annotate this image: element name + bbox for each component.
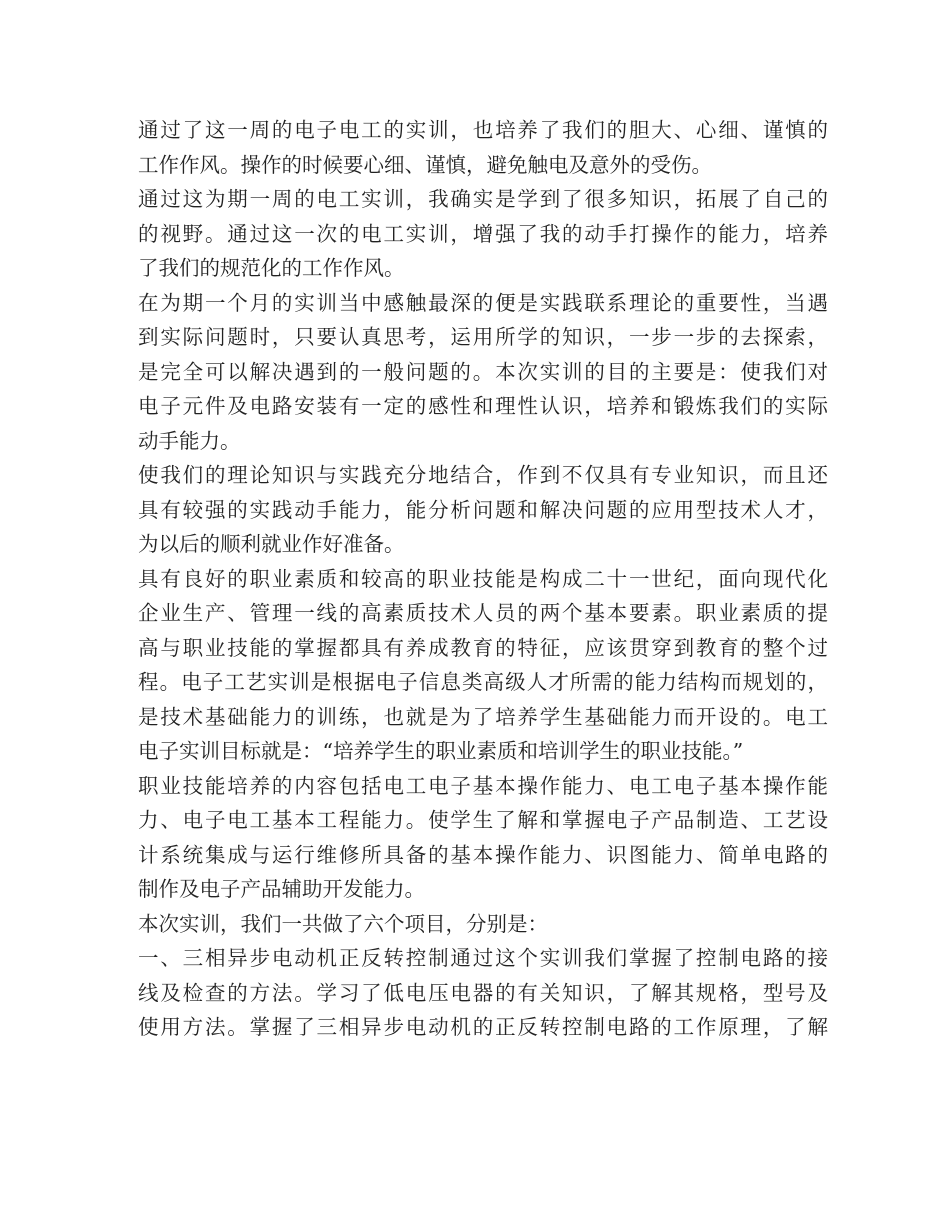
text-line: 电子元件及电路安装有一定的感性和理性认识，培养和锻炼我们的实际	[138, 394, 828, 418]
paragraph	[138, 941, 828, 1045]
text-line: 使用方法。掌握了三相异步电动机的正反转控制电路的工作原理，了解	[138, 1015, 828, 1039]
text-line: 通过这为期一周的电工实训，我确实是学到了很多知识，拓展了自己的	[138, 187, 828, 211]
text-line: 高与职业技能的掌握都具有养成教育的特征，应该贯穿到教育的整个过	[138, 635, 828, 660]
text-line: 具有良好的职业素质和较高的职业技能是构成二十一世纪，面向现代化	[138, 566, 828, 591]
paragraph	[138, 769, 828, 907]
text-line: 计系统集成与运行维修所具备的基本操作能力、识图能力、简单电路的	[138, 842, 828, 867]
text-line: 企业生产、管理一线的高素质技术人员的两个基本要素。职业素质的提	[138, 601, 828, 625]
text-line: 本次实训，我们一共做了六个项目，分别是：	[138, 911, 548, 936]
paragraph	[138, 562, 828, 769]
text-line: 了我们的规范化的工作作风。	[138, 256, 405, 280]
paragraph	[138, 458, 828, 562]
text-line: 程。电子工艺实训是根据电子信息类高级人才所需的能力结构而规划的，	[138, 670, 828, 694]
text-line: 是技术基础能力的训练，也就是为了培养学生基础能力而开设的。电工	[138, 704, 828, 729]
text-line: 线及检查的方法。学习了低电压电器的有关知识，了解其规格，型号及	[138, 980, 828, 1005]
text-line: 一、三相异步电动机正反转控制通过这个实训我们掌握了控制电路的接	[138, 946, 828, 970]
paragraph	[138, 113, 828, 182]
text-line: 动手能力。	[138, 428, 241, 453]
text-line: 使我们的理论知识与实践充分地结合，作到不仅具有专业知识，而且还	[138, 463, 828, 487]
text-line: 的视野。通过这一次的电工实训，增强了我的动手打操作的能力，培养	[138, 221, 828, 246]
text-line: 电子实训目标就是：“培养学生的职业素质和培训学生的职业技能。”	[138, 739, 744, 763]
paragraph	[138, 286, 828, 459]
text-line: 在为期一个月的实训当中感触最深的便是实践联系理论的重要性，当遇	[138, 290, 828, 315]
paragraph	[138, 907, 828, 942]
text-line: 是完全可以解决遇到的一般问题的。本次实训的目的主要是：使我们对	[138, 359, 828, 384]
text-line: 为以后的顺利就业作好准备。	[138, 532, 405, 556]
text-line: 工作作风。操作的时候要心细、谨慎，避免触电及意外的受伤。	[138, 152, 712, 177]
text-line: 制作及电子产品辅助开发能力。	[138, 877, 425, 901]
text-line: 具有较强的实践动手能力，能分析问题和解决问题的应用型技术人才，	[138, 497, 828, 522]
text-line: 力、电子电工基本工程能力。使学生了解和掌握电子产品制造、工艺设	[138, 808, 828, 832]
text-line: 到实际问题时，只要认真思考，运用所学的知识，一步一步的去探索，	[138, 325, 828, 349]
text-line: 职业技能培养的内容包括电工电子基本操作能力、电工电子基本操作能	[138, 773, 828, 798]
paragraph	[138, 182, 828, 286]
text-line: 通过了这一周的电子电工的实训，也培养了我们的胆大、心细、谨慎的	[138, 118, 828, 142]
document-body	[138, 113, 828, 1045]
